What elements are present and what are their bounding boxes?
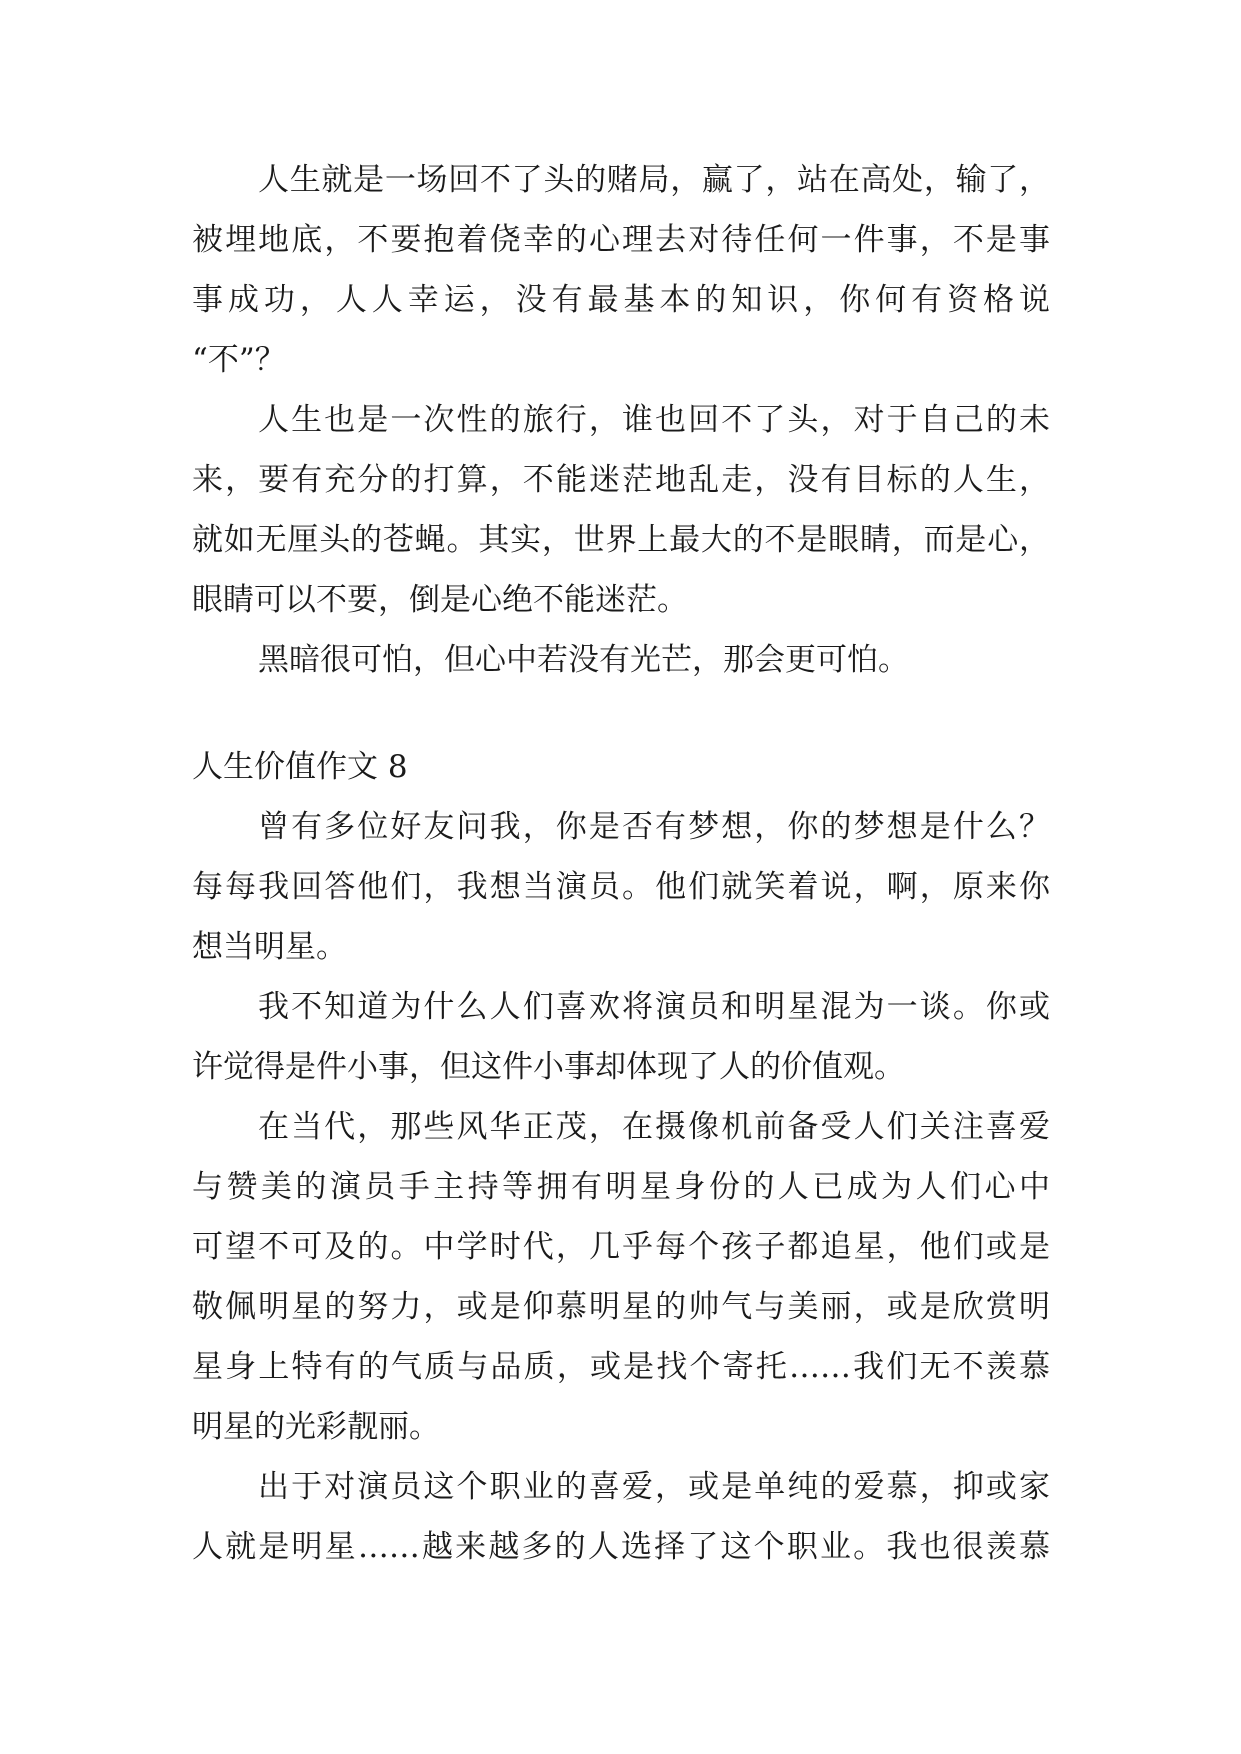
paragraph-6-line-4: 敬佩明星的努力，或是仰慕明星的帅气与美丽，或是欣赏明 [192, 1289, 1050, 1325]
paragraph-2-line-2: 来，要有充分的打算，不能迷茫地乱走，没有目标的人生， [192, 462, 1050, 498]
paragraph-6-line-6: 明星的光彩靓丽。 [192, 1409, 440, 1445]
paragraph-1-line-1: 人生就是一场回不了头的赌局，赢了，站在高处，输了， [258, 162, 1050, 198]
paragraph-1-line-2: 被埋地底，不要抱着侥幸的心理去对待任何一件事，不是事 [192, 222, 1050, 258]
paragraph-4-line-3: 想当明星。 [192, 929, 347, 965]
paragraph-6-line-2: 与赞美的演员手主持等拥有明星身份的人已成为人们心中 [192, 1169, 1050, 1205]
paragraph-6-line-5: 星身上特有的气质与品质，或是找个寄托……我们无不羡慕 [192, 1349, 1050, 1385]
paragraph-4-line-1: 曾有多位好友问我，你是否有梦想，你的梦想是什么？ [258, 809, 1050, 845]
paragraph-2-line-1: 人生也是一次性的旅行，谁也回不了头，对于自己的未 [258, 402, 1050, 438]
paragraph-6-line-3: 可望不可及的。中学时代，几乎每个孩子都追星，他们或是 [192, 1229, 1050, 1265]
paragraph-3-line-1: 黑暗很可怕，但心中若没有光芒，那会更可怕。 [258, 642, 909, 678]
section-title: 人生价值作文 8 [192, 749, 408, 785]
paragraph-1-line-4: “不”？ [192, 342, 286, 378]
paragraph-1-line-3: 事成功，人人幸运，没有最基本的知识，你何有资格说 [192, 282, 1050, 318]
paragraph-5-line-1: 我不知道为什么人们喜欢将演员和明星混为一谈。你或 [258, 989, 1050, 1025]
paragraph-4-line-2: 每每我回答他们，我想当演员。他们就笑着说，啊，原来你 [192, 869, 1050, 905]
paragraph-2-line-3: 就如无厘头的苍蝇。其实，世界上最大的不是眼睛，而是心， [192, 522, 1050, 558]
paragraph-2-line-4: 眼睛可以不要，倒是心绝不能迷茫。 [192, 582, 688, 618]
paragraph-7-line-1: 出于对演员这个职业的喜爱，或是单纯的爱慕，抑或家 [258, 1469, 1050, 1505]
paragraph-6-line-1: 在当代，那些风华正茂，在摄像机前备受人们关注喜爱 [258, 1109, 1050, 1145]
paragraph-7-line-2: 人就是明星……越来越多的人选择了这个职业。我也很羡慕 [192, 1529, 1050, 1565]
paragraph-5-line-2: 许觉得是件小事，但这件小事却体现了人的价值观。 [192, 1049, 905, 1085]
